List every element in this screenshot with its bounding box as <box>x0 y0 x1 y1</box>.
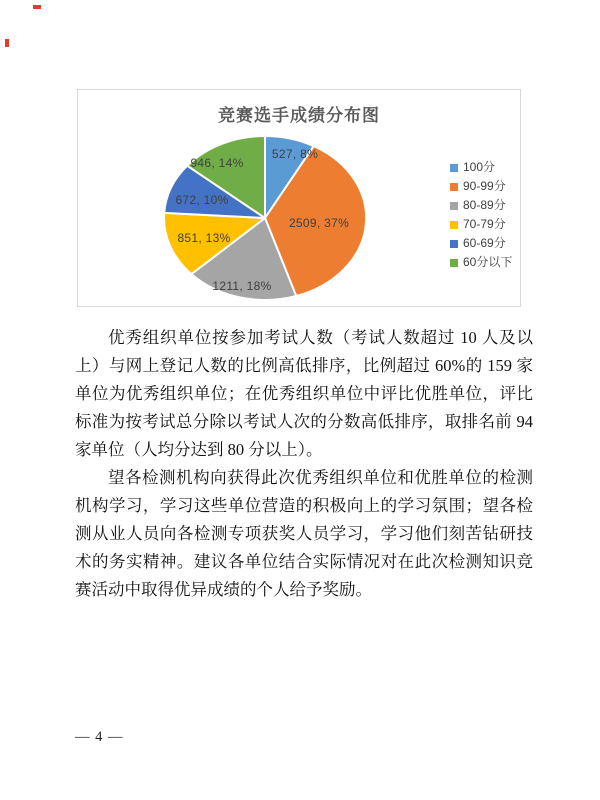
paragraph-line: 望各检测机构向获得此次优秀组织单位和优胜单位的检测 <box>108 468 533 487</box>
paragraph-line: 赛活动中取得优异成绩的个人给予奖励。 <box>75 580 372 599</box>
red-scan-mark-top <box>33 5 41 9</box>
legend-label: 100分 <box>463 160 496 174</box>
legend-label: 60分以下 <box>463 255 513 269</box>
red-scan-mark-left <box>5 39 9 47</box>
paragraph-line: 优秀组织单位按参加考试人数（考试人数超过 10 人及以 <box>108 328 533 347</box>
legend-swatch-icon <box>450 202 458 210</box>
legend-item <box>450 218 512 231</box>
body-text <box>75 324 533 604</box>
legend-label: 80-89分 <box>463 198 506 212</box>
pie-data-label: 946, 14% <box>190 156 244 170</box>
pie-data-label: 672, 10% <box>175 193 229 207</box>
legend-swatch-icon <box>450 259 458 267</box>
paragraph-line: 测从业人员向各检测专项获奖人员学习，学习他们刻苦钻研技 <box>75 524 533 543</box>
paragraph-line: 机构学习，学习这些单位营造的积极向上的学习氛围；望各检 <box>75 496 533 515</box>
legend-label: 70-79分 <box>463 217 506 231</box>
legend-label: 90-99分 <box>463 179 506 193</box>
legend-item <box>450 180 512 193</box>
paragraph-line: 标准为按考试总分除以考试人次的分数高低排序，取排名前 94 <box>75 412 533 431</box>
pie-data-label: 527, 8% <box>271 147 319 161</box>
paragraph-line: 单位为优秀组织单位；在优秀组织单位中评比优胜单位，评比 <box>75 384 533 403</box>
legend-swatch-icon <box>450 221 458 229</box>
legend-swatch-icon <box>450 183 458 191</box>
legend-swatch-icon <box>450 240 458 248</box>
chart-legend <box>450 161 512 269</box>
chart-title: 竞赛选手成绩分布图 <box>218 106 380 125</box>
paragraph-line: 术的务实精神。建议各单位结合实际情况对在此次检测知识竞 <box>75 552 533 571</box>
legend-item <box>450 256 512 269</box>
paragraph-line: 家单位（人均分达到 80 分以上）。 <box>75 440 323 459</box>
pie-data-label: 851, 13% <box>177 231 231 245</box>
pie-data-label: 2509, 37% <box>288 216 350 230</box>
legend-swatch-icon <box>450 164 458 172</box>
score-distribution-chart <box>77 89 521 307</box>
legend-item <box>450 161 512 174</box>
pie-data-label: 1211, 18% <box>212 279 272 293</box>
paragraph-line: 上）与网上登记人数的比例高低排序，比例超过 60%的 159 家 <box>75 356 533 375</box>
legend-item <box>450 237 512 250</box>
legend-item <box>450 199 512 212</box>
legend-label: 60-69分 <box>463 236 506 250</box>
page-number: — 4 — <box>75 729 124 745</box>
